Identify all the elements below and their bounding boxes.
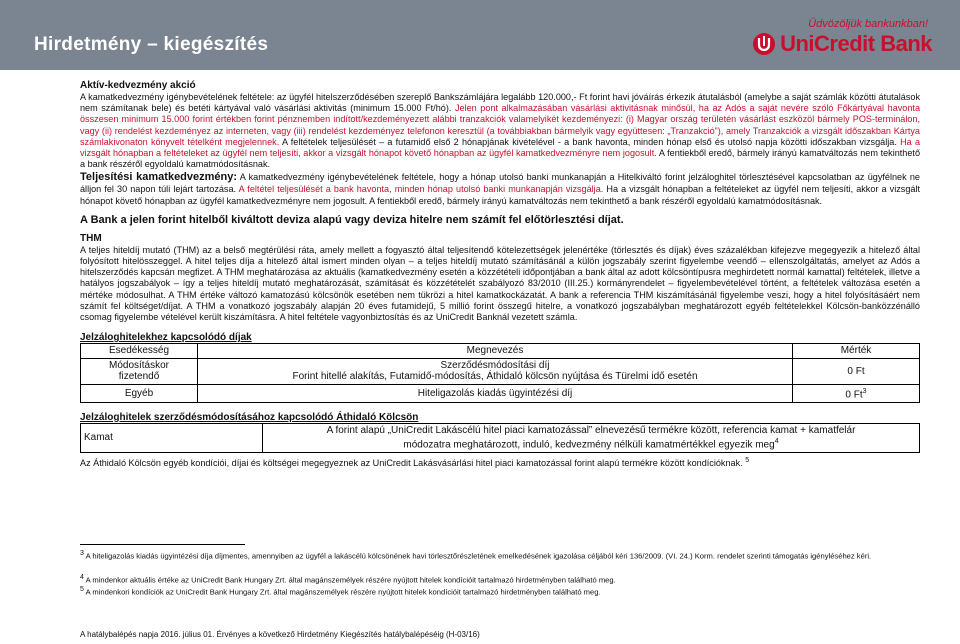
- page-header: [0, 0, 960, 70]
- footnote-number: 3: [80, 550, 84, 557]
- table-cell: Kamat: [81, 423, 263, 452]
- table1-title: Jelzáloghitelekhez kapcsolódó díjak: [80, 332, 252, 344]
- cell-line: Módosításkor: [108, 359, 170, 371]
- footnote-divider: [80, 544, 245, 545]
- table-row: [81, 423, 920, 452]
- footnote-4: [80, 573, 920, 585]
- thm-heading: THM: [80, 232, 102, 244]
- teljesitesi-text-b: A feltétel teljesülését a bank havonta, minden hónap utolsó banki munkanapján vizsgálja.: [238, 184, 604, 195]
- table-cell: [198, 358, 793, 384]
- effective-date-line: A hatálybalépés napja 2016. július 01. Érvényes a következő Hirdetmény Kiegészítés hatálybalépéséig (H-03/16): [80, 630, 480, 639]
- footnote-ref: 3: [862, 387, 867, 395]
- footnote-ref: 5: [745, 457, 750, 465]
- footnote-text: A mindenkori kondíciók az UniCredit Bank Hungary Zrt. által magánszemélyek részére nyújtott hitelek kondícióit tartalmazó hirdetményben található meg.: [85, 587, 601, 597]
- prepayment-statement: A Bank a jelen forint hitelből kiváltott deviza alapú vagy deviza hitelre nem számít fel előtörlesztési díjat.: [80, 213, 624, 226]
- unicredit-logo: [752, 18, 932, 57]
- cell-line: fizetendő: [118, 371, 160, 383]
- paragraph-teljesitesi: [80, 170, 920, 206]
- welcome-text: Üdvözöljük bankunkban!: [808, 18, 928, 30]
- cell-value: 0 Ft: [845, 389, 863, 401]
- footnote-ref: 4: [774, 438, 779, 446]
- bridge-loan-note: [80, 455, 920, 469]
- bridge-loan-table: [80, 423, 920, 453]
- paragraph-aktiv: [80, 92, 920, 170]
- table-cell: [793, 384, 920, 402]
- table-cell: Egyéb: [81, 384, 198, 402]
- table-cell: [81, 358, 198, 384]
- table-header-row: [81, 344, 920, 359]
- document-body: [80, 80, 920, 470]
- teljesitesi-text-a: A kamatkedvezmény igénybevételének feltétele, hogy a hónap utolsó banki munkanapján a Hitelkiváltó forint jelzáloghitel törlesztésével kapcsolatban az ügyfélnek ne álljon fel 30 napon túli lejárt tartozása.: [80, 172, 920, 195]
- table-header-cell: Mérték: [793, 344, 920, 359]
- cell-text: módozatra meghatározott, induló, kedvezmény nélküli kamatmértékkel egyezik meg: [403, 439, 775, 451]
- unicredit-logo-icon: [752, 32, 776, 56]
- teljesitesi-label: Teljesítési kamatkedvezmény:: [80, 171, 238, 184]
- cell-line: A forint alapú „UniCredit Lakáscélú hitel piaci kamatozással” elnevezésű termékre között, referencia kamat + kamatfelár: [326, 424, 856, 436]
- table-header-cell: Esedékesség: [81, 344, 198, 359]
- cell-line: Forint hitellé alakítás, Futamidő-módosítás, Áthidaló kölcsön nyújtása és Türelmi idő esetén: [292, 371, 698, 383]
- table-row: [81, 358, 920, 384]
- section-heading-aktiv: Aktív-kedvezmény akció: [80, 80, 196, 91]
- footnote-number: 4: [80, 574, 84, 581]
- note-text: Az Áthidaló Kölcsön egyéb kondíciói, díjai és költségei megegyeznek az UniCredit Lakásvásárlási hitel piaci kamatozással forint alapú termékre között kondícióknak.: [80, 458, 743, 469]
- cell-line: [266, 436, 916, 451]
- footnote-3: [80, 549, 920, 561]
- paragraph-aktiv-condition: A kamatkedvezmény igénybevételének feltétele: az ügyfél hitelszerződésében szereplő Bankszámlájára legalább 120.000,- Ft forint havi jóváírás érkezik átutalásból (amelybe a saját számlák közötti átutalások nem számítanak bele) és betéti kártyával való vásárlási aktivitás (minimum 15.000 Ft/hó).: [80, 92, 920, 114]
- teljesitesi-text-c: Ha a vizsgált hónapban a feltételeket az ügyfél nem teljesíti, akkor a vizsgált hónapot követő hónapban az ügyfél kamatkedvezményre nem jogosult. A fentiekből eredő, bármely irányú kamatváltozás nem tekinthető a bank részéről egyoldalú kamatmódosításnak.: [80, 184, 920, 206]
- fees-table: [80, 343, 920, 402]
- page-title: Hirdetmény – kiegészítés: [34, 34, 269, 55]
- footnote-5: [80, 585, 920, 597]
- table-header-cell: Megnevezés: [198, 344, 793, 359]
- paragraph-aktiv-noncompliance: Ha a vizsgált hónapban a feltételeket az ügyfél nem teljesíti, akkor a vizsgált hónapot követő hónapban az ügyfél kamatkedvezményre nem jogosult.: [80, 136, 920, 159]
- paragraph-aktiv-definition: Jelen pont alkalmazásában vásárlási aktivitásnak minősül, ha az Adós a saját nevére szóló Főkártyával havonta összesen minimum 15.000 forint értékben forint pénznemben indított/kezdeményezett alábbi tranzakciók valamelyikét kezdeményezi: (i) Magyar ország területén vásárlást eszközöl bármely POS-terminálon, vagy (ii) rendelést kezdeményez az interneten, vagy (iii) rendelést kezdeményez telefonon keresztül (a továbbiakban bármelyik vagy együttesen: „Tranzakció”), amely Tranzakciók a vizsgált időszakban Kártya számlakivonaton könyvelt tételként megjelennek.: [80, 103, 920, 147]
- paragraph-aktiv-end: A fentiekből eredő, bármely irányú kamatváltozás nem tekinthető a bank részéről egyoldalú kamatmódosításnak.: [80, 148, 921, 170]
- footnote-number: 5: [80, 586, 84, 593]
- thm-paragraph: A teljes hiteldíj mutató (THM) az a belső megtérülési ráta, amely mellett a fogyasztó által teljesítendő kötelezettségek jelenértéke (törlesztés és díjak) éves százalékban kifejezve megegyezik a hitelező által folyósított hitelösszeggel. A hitel teljes díja a hitelező által ismert minden olyan – a teljes hiteldíj mutató számításánál a külön jogszabály szerint figyelembe veendő – ellenszolgáltatás, amelyet az Adós a hitelszerződés kapcsán megfizet. A THM meghatározása az aktuális (kamatkedvezmény esetén a közzétételi időpontjában a bank által az adott kölcsöntípusra meghirdetett normál kamattal) feltételek, illetve a hatályos jogszabályok – így a teljes hiteldíj mutató meghatározását, számítását és közzétételét szabályozó 83/2010 (III.25.) kormányrendelet – figyelembevételével történt, a feltételek változása esetén a mértéke módosulhat. A THM értéke változó kamatozású kölcsönök esetében nem tükrözi a hitel kamatkockázatát. A bank a referencia THM kiszámításánál figyelembe veszi, hogy a hitel folyósításáért nem számít fel költséget/díjat. A THM a vonatkozó jogszabály alapján 20 éves futamidejű, 5 millió forint összegű hitelre, a vonatkozó jogszabályban meghatározott egyéb feltételekkel Kölcsön-banközzénálló csomag figyelembe vételével került kiszámításra. A hitel feltétele vagyonbiztosítás és az UniCredit Banknál vezetett számla.: [80, 244, 920, 323]
- footnote-text: A hiteligazolás kiadás ügyintézési díja díjmentes, amennyiben az ügyfél a lakáscélú kölcsönének havi törlesztőrészletének emelkedésének igazolása céljából kéri 136/2009. (VI. 24.) Korm. rendelet szerinti támogatás igényléséhez kéri.: [85, 551, 872, 561]
- table-row: [81, 384, 920, 402]
- table-cell: Hiteligazolás kiadás ügyintézési díj: [198, 384, 793, 402]
- footnote-text: A mindenkor aktuális értéke az UniCredit Bank Hungary Zrt. által magánszemélyek részére nyújtott hitelek kondícióit tartalmazó hirdetményben található meg.: [85, 575, 616, 585]
- paragraph-aktiv-check: A feltételek teljesülését – a futamidő első 2 hónapjának kivételével - a bank havonta, minden hónap első és utolsó napja közötti időszakban vizsgálja.: [281, 136, 897, 147]
- table2-title: Jelzáloghitelek szerződésmódosításához kapcsolódó Áthidaló Kölcsön: [80, 411, 419, 423]
- brand-name: UniCredit Bank: [780, 31, 932, 56]
- cell-line: Szerződésmódosítási díj: [440, 359, 550, 371]
- table-cell: [263, 423, 920, 452]
- table-cell: 0 Ft: [793, 358, 920, 384]
